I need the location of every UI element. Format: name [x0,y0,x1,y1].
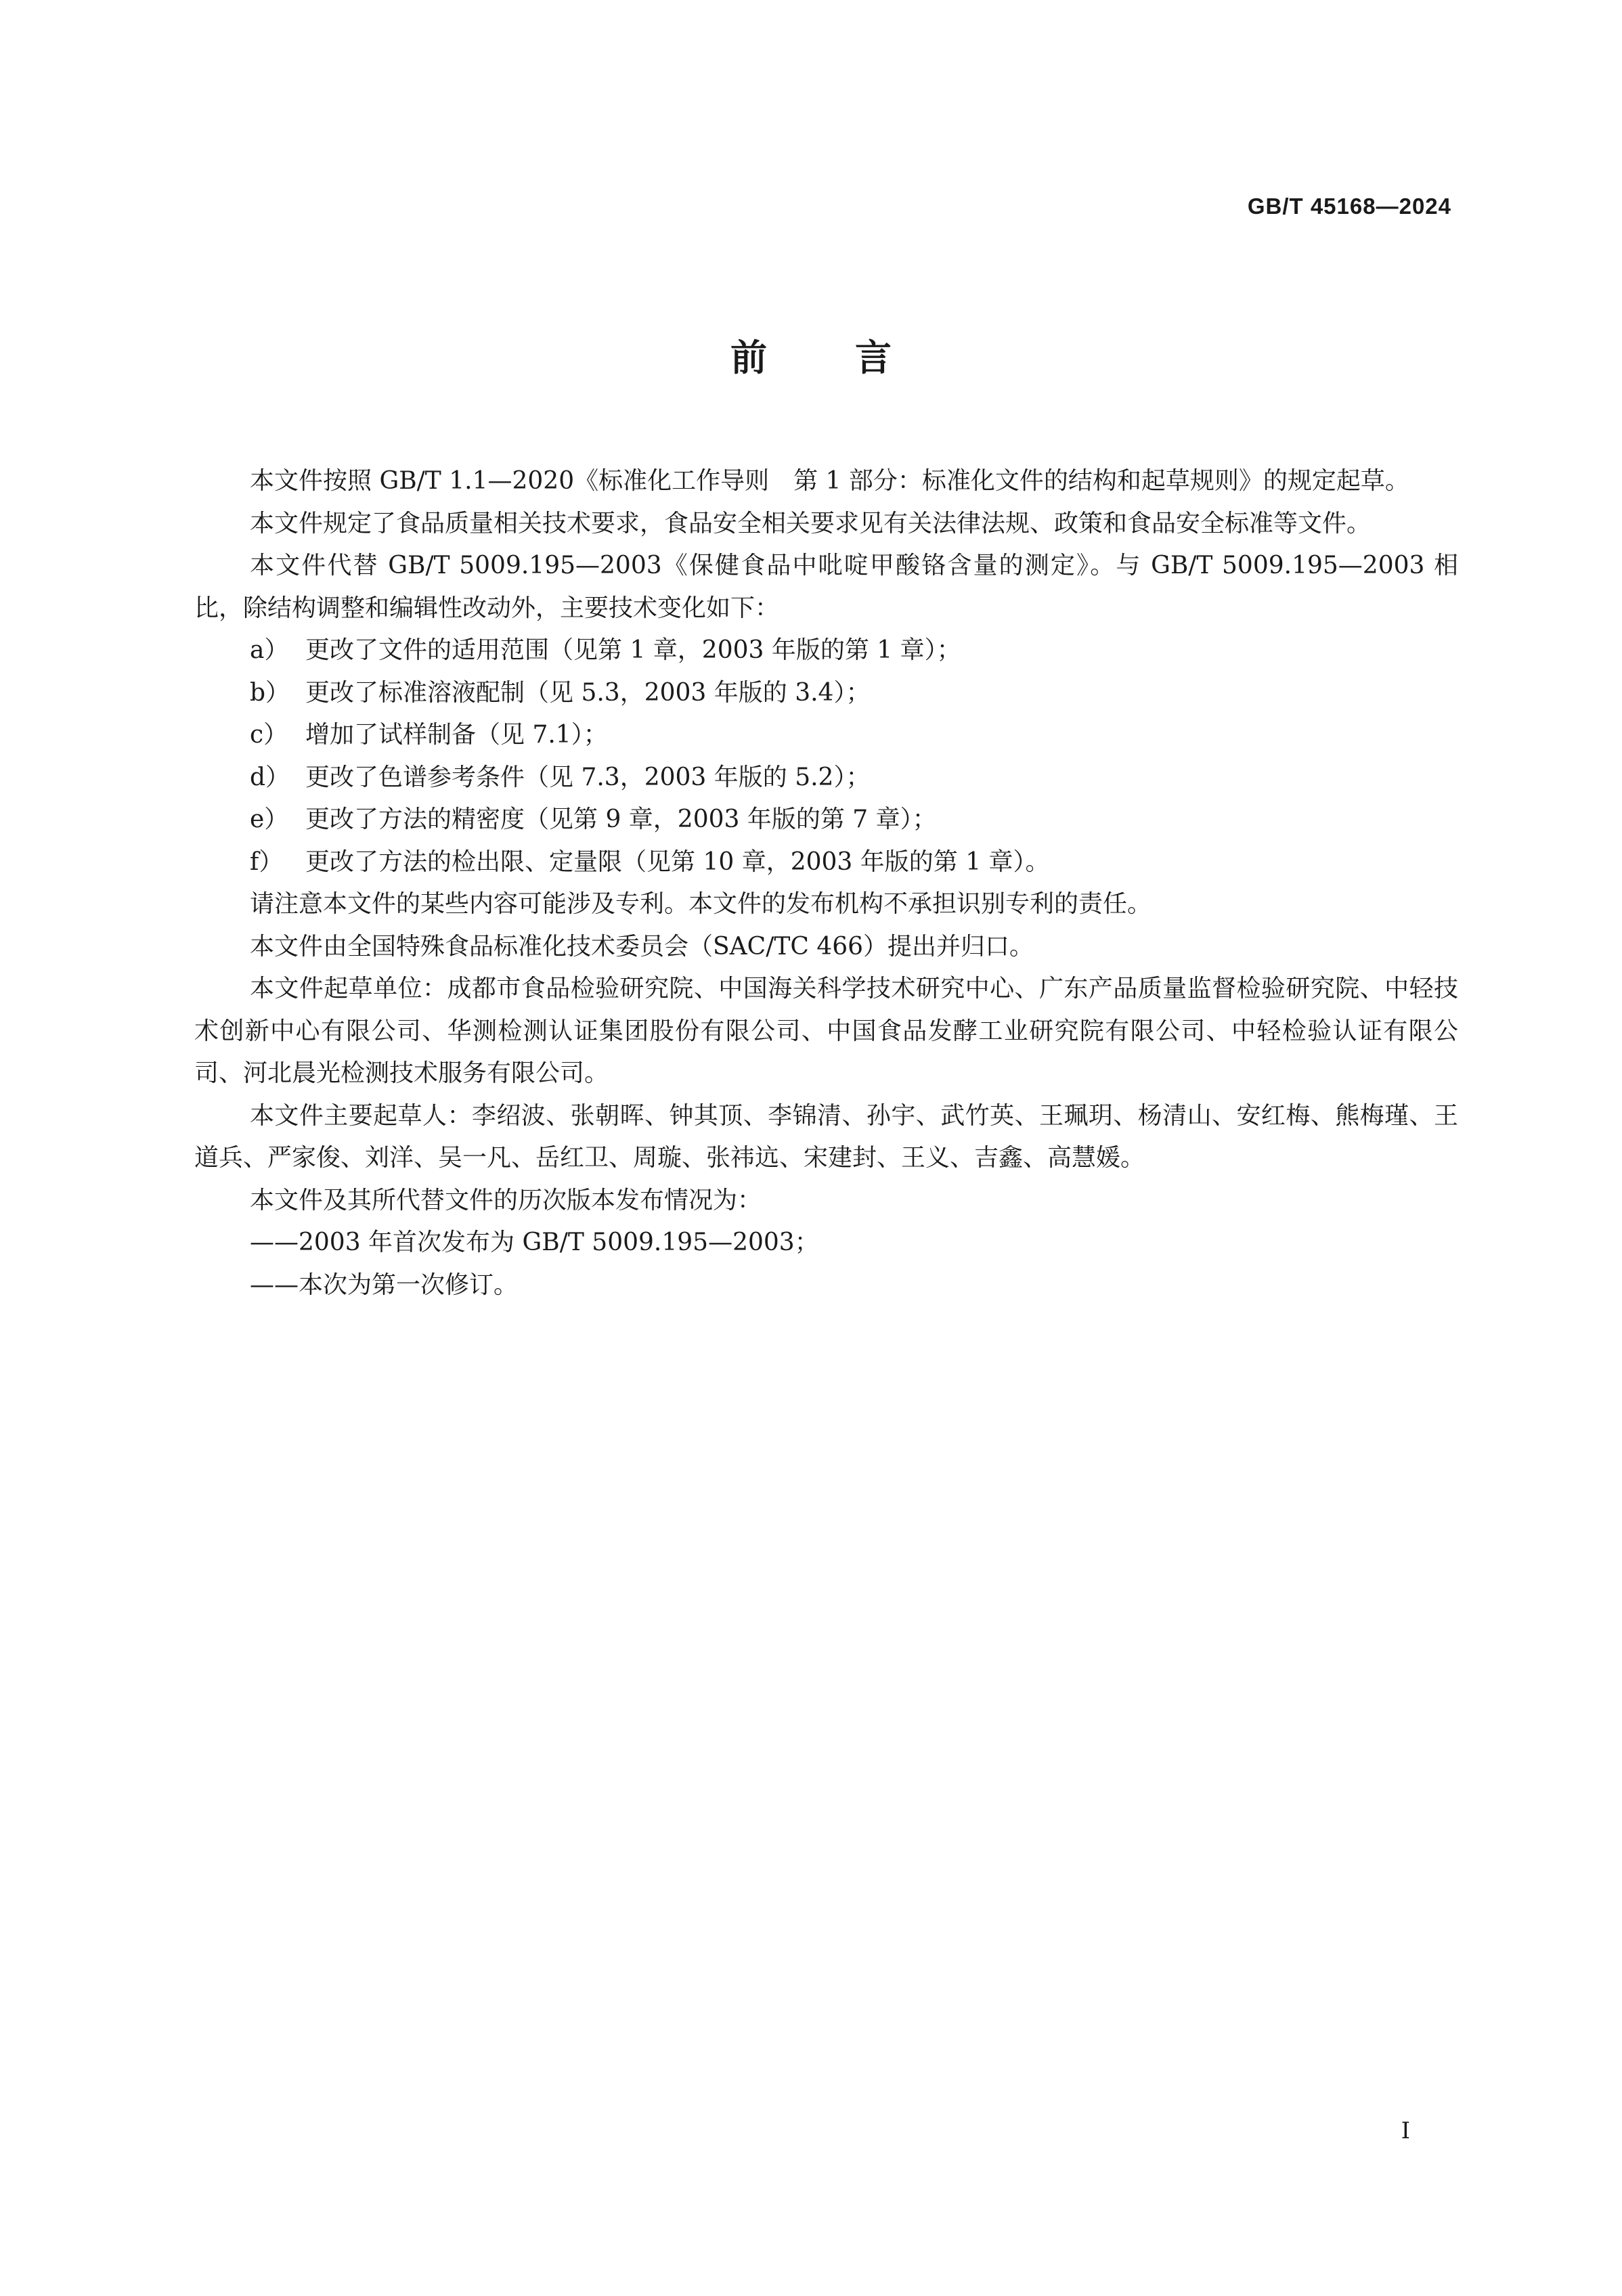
history-item: ——2003 年首次发布为 GB/T 5009.195—2003； [250,1229,819,1256]
change-item-text: 更改了方法的精密度（见第 9 章，2003 年版的第 7 章）； [305,805,937,833]
page-title: 前言 [730,336,980,379]
paragraph-committee: 本文件由全国特殊食品标准化技术委员会（SAC/TC 466）提出并归口。 [250,932,1034,961]
change-item [194,841,1458,884]
paragraph-drafting-units: 本文件起草单位：成都市食品检验研究院、中国海关科学技术研究中心、广东产品质量监督检验研究院、中轻技术创新中心有限公司、华测检测认证集团股份有限公司、中国食品发酵工业研究院有限公司、中轻检验认证有限公司、河北晨光检测技术服务有限公司。 [194,975,1458,1087]
standard-code: GB/T 45168—2024 [1247,194,1451,219]
change-item-text: 更改了文件的适用范围（见第 1 章，2003 年版的第 1 章）； [305,636,961,664]
history-item: ——本次为第一次修订。 [250,1271,519,1299]
change-item-mark: f） [250,847,284,876]
change-item [194,799,1458,841]
paragraph-drafters: 本文件主要起草人：李绍波、张朝晖、钟其顶、李锦清、孙宇、武竹英、王珮玥、杨清山、安红梅、熊梅瑾、王道兵、严家俊、刘洋、吴一凡、岳红卫、周璇、张祎迒、宋建封、王义、吉鑫、高慧媛。 [194,1101,1458,1172]
change-item-text: 更改了色谱参考条件（见 7.3，2003 年版的 5.2）； [305,763,871,791]
change-item-mark: d） [250,763,290,791]
paragraph-scope-note: 本文件规定了食品质量相关技术要求，食品安全相关要求见有关法律法规、政策和食品安全标准等文件。 [250,509,1372,537]
change-item-mark: c） [250,721,288,749]
paragraph-history-intro: 本文件及其所代替文件的历次版本发布情况为： [250,1186,762,1214]
change-item-mark: e） [250,805,289,833]
change-item-text: 增加了试样制备（见 7.1）； [305,721,608,749]
change-item [194,672,1458,715]
paragraph-patent: 请注意本文件的某些内容可能涉及专利。本文件的发布机构不承担识别专利的责任。 [250,890,1152,918]
foreword-body [194,460,1458,1306]
change-item-mark: b） [250,678,290,707]
change-item [194,714,1458,757]
change-item-mark: a） [250,636,289,664]
change-item-text: 更改了方法的检出限、定量限（见第 10 章，2003 年版的第 1 章）。 [305,847,1050,876]
change-item [194,757,1458,799]
change-item-text: 更改了标准溶液配制（见 5.3，2003 年版的 3.4）； [305,678,871,707]
paragraph-drafting-rules: 本文件按照 GB/T 1.1—2020《标准化工作导则 第 1 部分：标准化文件的结构和起草规则》的规定起草。 [250,467,1409,495]
change-item [194,630,1458,672]
paragraph-replacement: 本文件代替 GB/T 5009.195—2003《保健食品中吡啶甲酸铬含量的测定》。与 GB/T 5009.195—2003 相比，除结构调整和编辑性改动外，主要技术变化如下： [194,552,1458,622]
page-number: I [1401,2117,1410,2144]
